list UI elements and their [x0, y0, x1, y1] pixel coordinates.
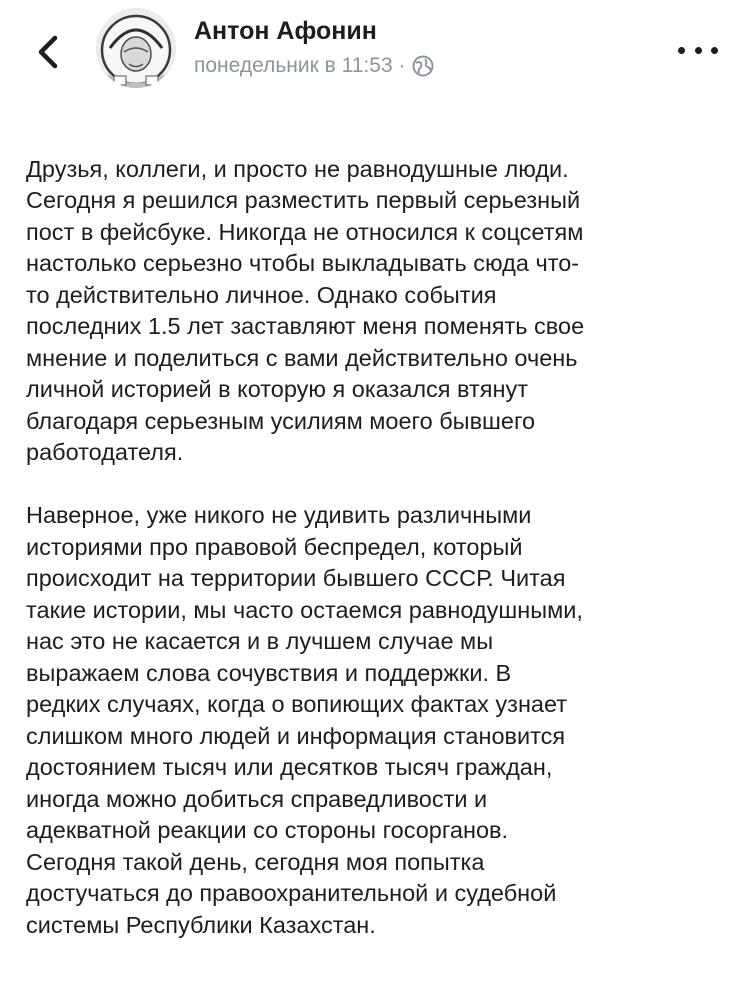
post-header	[0, 0, 742, 110]
post-body	[26, 122, 726, 973]
meta-separator: ·	[398, 54, 406, 77]
author-name[interactable]: Антон Афонин	[194, 17, 377, 45]
profile-photo	[96, 8, 176, 88]
back-button[interactable]	[28, 30, 68, 74]
avatar[interactable]	[96, 8, 176, 88]
more-horizontal-icon	[695, 47, 702, 54]
post-timestamp[interactable]: понедельник в 11:53	[194, 54, 393, 77]
more-options-button[interactable]	[678, 40, 718, 60]
globe-icon	[412, 55, 434, 77]
post-paragraph: Наверное, уже никого не удивить различными историями про правовой беспредел, который происходит на территории бывшего СССР. Читая такие истории, мы часто остаемся равнодушными, нас это не касается и в лучшем случае мы выражаем слова сочувствия и поддержки. В редких случаях, когда о вопиющих фактах узнает слишком много людей и информация становится достоянием тысяч или десятков тысяч граждан, иногда можно добиться справедливости и адекватной реакции со стороны госорганов. Сегодня такой день, сегодня моя попытка достучаться до правоохранительной и судебной системы Республики Казахстан.	[26, 502, 583, 938]
post-meta	[194, 54, 434, 78]
more-horizontal-icon	[678, 47, 685, 54]
more-horizontal-icon	[711, 47, 718, 54]
chevron-left-icon	[37, 35, 59, 69]
post-paragraph: Друзья, коллеги, и просто не равнодушные люди. Сегодня я решился разместить первый серьезный пост в фейсбуке. Никогда не относился к соцсетям настолько серьезно чтобы выкладывать сюда что- то действительно личное. Однако события последних 1.5 лет заставляют меня поменять свое мнение и поделиться с вами действительно очень личной историей в которую я оказался втянут благодаря серьезным усилиям моего бывшего работодателя.	[26, 155, 585, 465]
